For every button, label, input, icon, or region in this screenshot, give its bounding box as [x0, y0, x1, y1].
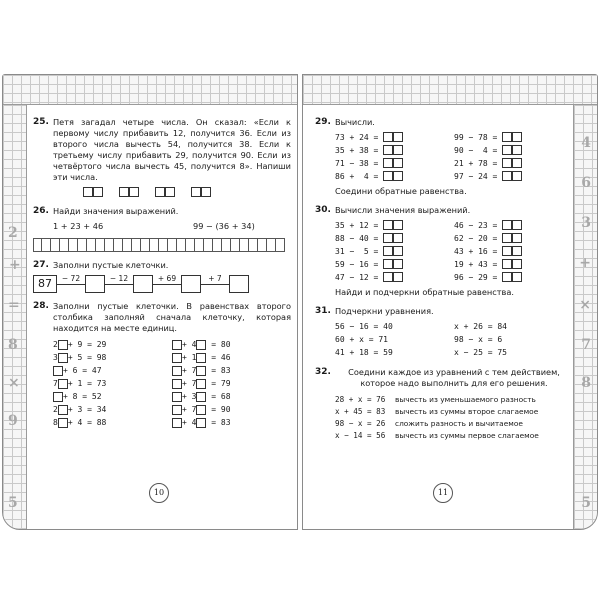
grid-cell[interactable]: [123, 238, 132, 252]
answer-box[interactable]: [512, 158, 522, 168]
grid-cell[interactable]: [222, 238, 231, 252]
right-page: [302, 74, 598, 530]
computation-row: [454, 157, 573, 170]
equation-row: [172, 364, 291, 377]
grid-cell[interactable]: [267, 238, 276, 252]
grid-cell[interactable]: [249, 238, 258, 252]
equation[interactable]: x + 45 = 83: [335, 406, 386, 416]
answer-box-pair[interactable]: [502, 132, 522, 143]
expression-1: 1 + 23 + 46: [53, 221, 104, 231]
grid-cell[interactable]: [105, 238, 114, 252]
task-text: Вычисли значения выражений.: [335, 205, 471, 215]
grid-cell[interactable]: [60, 238, 69, 252]
digit: 8: [53, 418, 58, 427]
answer-box[interactable]: [512, 259, 522, 269]
answer-box-pair[interactable]: [502, 259, 522, 270]
computation-row: [454, 170, 573, 183]
equation-mid: + 4: [182, 340, 197, 349]
answer-box[interactable]: [172, 340, 182, 350]
answer-box[interactable]: [393, 259, 403, 269]
answer-box-pair[interactable]: [502, 158, 522, 169]
grid-cell[interactable]: [204, 238, 213, 252]
task-text: Соедини каждое из уравнений с тем действием, которое надо выполнить для его решения.: [348, 367, 560, 388]
grid-cell[interactable]: [231, 238, 240, 252]
equation-row[interactable]: 41 + 18 = 59: [335, 348, 393, 357]
answer-box-pair[interactable]: [383, 220, 403, 231]
answer-box[interactable]: [393, 246, 403, 256]
chain-box[interactable]: [229, 275, 249, 293]
chain-arrow: + 69: [153, 275, 181, 293]
task-text: Найди значения выражений.: [53, 206, 179, 216]
equations-column-2: [172, 338, 291, 429]
answer-box[interactable]: [172, 353, 182, 363]
answer-box-pair[interactable]: [502, 171, 522, 182]
grid-cell[interactable]: [177, 238, 186, 252]
computation-row: [335, 232, 454, 245]
equation-columns: [335, 320, 573, 359]
computation-row: [454, 245, 573, 258]
answer-box[interactable]: [383, 233, 393, 243]
right-grid-margin: [573, 105, 597, 529]
answer-box[interactable]: [393, 220, 403, 230]
computation-row: [454, 271, 573, 284]
answer-box[interactable]: [393, 132, 403, 142]
answer-box[interactable]: [512, 246, 522, 256]
task-28: [33, 301, 291, 429]
margin-glyph: 3: [581, 215, 591, 231]
equation-row: [53, 351, 172, 364]
computation-row: [454, 219, 573, 232]
expression-2: 99 − (36 + 34): [193, 221, 255, 231]
expressions-row: [53, 221, 291, 232]
task-25: [33, 117, 291, 198]
answer-box[interactable]: [393, 171, 403, 181]
computation-columns: [335, 131, 573, 183]
computation-row: [454, 131, 573, 144]
grid-cell[interactable]: [240, 238, 249, 252]
page-number: 11: [433, 483, 453, 503]
right-page-content: [315, 117, 573, 449]
expression: 90 − 4 =: [454, 146, 498, 155]
equation-tail: = 83: [206, 418, 231, 427]
answer-box[interactable]: [196, 366, 206, 376]
answer-box[interactable]: [383, 171, 393, 181]
left-page-content: [33, 117, 291, 437]
left-page: [2, 74, 298, 530]
task-26: [33, 206, 291, 252]
computation-row: [335, 131, 454, 144]
equation-mid: + 3: [182, 392, 197, 401]
task-text: Заполни пустые клеточки.: [53, 260, 169, 270]
computation-row: [335, 144, 454, 157]
grid-cell[interactable]: [276, 238, 285, 252]
answer-box-pair[interactable]: [383, 259, 403, 270]
answer-boxes: [83, 187, 291, 198]
grid-cell[interactable]: [258, 238, 267, 252]
answer-box[interactable]: [196, 392, 206, 402]
grid-cell[interactable]: [159, 238, 168, 252]
operation-chain: [33, 275, 291, 293]
chain-box[interactable]: [133, 275, 153, 293]
equation-tail: = 68: [206, 392, 231, 401]
answer-box[interactable]: [502, 171, 512, 181]
answer-box[interactable]: [172, 366, 182, 376]
task-number: 31.: [315, 306, 331, 316]
answer-box[interactable]: [58, 418, 68, 428]
computation-column-2: [454, 131, 573, 183]
equation-tail: + 1 = 73: [67, 379, 107, 388]
answer-box[interactable]: [393, 233, 403, 243]
equation-tail: = 90: [206, 405, 231, 414]
task-31: [315, 306, 573, 359]
action-text[interactable]: сложить разность и вычитаемое: [395, 418, 523, 428]
answer-box[interactable]: [512, 145, 522, 155]
computation-row: [335, 157, 454, 170]
answer-box[interactable]: [172, 392, 182, 402]
action-text[interactable]: вычесть из уменьшаемого разность: [395, 394, 536, 404]
expression: 88 − 40 =: [335, 234, 379, 243]
answer-box-pair[interactable]: [191, 187, 211, 198]
task-footer: Найди и подчеркни обратные равенства.: [335, 287, 514, 297]
answer-box-pair[interactable]: [502, 233, 522, 244]
grid-cell[interactable]: [69, 238, 78, 252]
equation-action-row: [335, 417, 573, 429]
equation-action-row: [335, 405, 573, 417]
equation-row: [53, 403, 172, 416]
answer-box[interactable]: [196, 405, 206, 415]
grid-cell[interactable]: [114, 238, 123, 252]
expression: 96 − 29 =: [454, 273, 498, 282]
answer-box[interactable]: [58, 340, 68, 350]
expression: 35 + 12 =: [335, 221, 379, 230]
chain-start-value: 87: [33, 275, 57, 293]
equation-row: [172, 338, 291, 351]
equation[interactable]: x − 14 = 56: [335, 430, 386, 440]
equation-row[interactable]: x + 26 = 84: [454, 322, 507, 331]
expression: 31 − 5 =: [335, 247, 379, 256]
grid-cell[interactable]: [195, 238, 204, 252]
equation-row[interactable]: x − 25 = 75: [454, 348, 507, 357]
expression: 71 − 38 =: [335, 159, 379, 168]
equation-column-1: [335, 320, 454, 359]
answer-box[interactable]: [502, 233, 512, 243]
margin-glyph: 4: [581, 135, 591, 151]
answer-box[interactable]: [502, 220, 512, 230]
answer-box[interactable]: [502, 132, 512, 142]
computation-row: [335, 245, 454, 258]
answer-box[interactable]: [383, 158, 393, 168]
answer-box[interactable]: [196, 418, 206, 428]
answer-box[interactable]: [512, 220, 522, 230]
computation-row: [335, 219, 454, 232]
digit: 3: [53, 353, 58, 362]
expression: 59 − 16 =: [335, 260, 379, 269]
task-footer: Соедини обратные равенства.: [335, 186, 467, 196]
equation-row[interactable]: 98 − x = 6: [454, 335, 503, 344]
computation-row: [454, 258, 573, 271]
equation-action-table: [335, 393, 573, 441]
answer-box[interactable]: [502, 158, 512, 168]
answer-box-pair[interactable]: [383, 145, 403, 156]
answer-box-pair[interactable]: [83, 187, 103, 198]
equation-row: [53, 416, 172, 429]
top-grid-strip: [303, 75, 597, 105]
computation-row: [335, 170, 454, 183]
expression: 62 − 20 =: [454, 234, 498, 243]
task-29: [315, 117, 573, 197]
equation[interactable]: 28 + x = 76: [335, 394, 386, 404]
grid-cell[interactable]: [33, 238, 42, 252]
chain-arrow: − 72: [57, 275, 85, 293]
answer-box[interactable]: [172, 405, 182, 415]
margin-glyph: 7: [581, 337, 591, 353]
answer-box[interactable]: [502, 259, 512, 269]
equation-row: [53, 390, 172, 403]
computation-row: [335, 271, 454, 284]
top-grid-strip: [3, 75, 297, 105]
task-number: 32.: [315, 367, 331, 377]
grid-cell[interactable]: [87, 238, 96, 252]
digit: 7: [53, 379, 58, 388]
answer-box[interactable]: [196, 340, 206, 350]
grid-cell[interactable]: [78, 238, 87, 252]
chain-box[interactable]: [181, 275, 201, 293]
equation-tail: = 79: [206, 379, 231, 388]
page-number: 10: [149, 483, 169, 503]
answer-box[interactable]: [512, 272, 522, 282]
task-text: Вычисли.: [335, 117, 375, 127]
margin-glyph: ×: [579, 297, 591, 313]
equation-row[interactable]: 56 − 16 = 40: [335, 322, 393, 331]
equation-row: [53, 338, 172, 351]
margin-glyph: 9: [8, 413, 18, 429]
equations-columns: [53, 338, 291, 429]
answer-box[interactable]: [393, 145, 403, 155]
equation-column-2: [454, 320, 573, 359]
equation-row[interactable]: 60 + x = 71: [335, 335, 388, 344]
expression: 97 − 24 =: [454, 172, 498, 181]
equation-tail: + 9 = 29: [67, 340, 107, 349]
computation-row: [454, 232, 573, 245]
grid-cell[interactable]: [213, 238, 222, 252]
equation-row: [172, 351, 291, 364]
equation-mid: + 1: [182, 353, 197, 362]
margin-glyph: 5: [581, 495, 591, 511]
digit: 2: [53, 405, 58, 414]
answer-grid-strip[interactable]: [33, 238, 291, 252]
margin-glyph: +: [9, 257, 21, 273]
chain-box[interactable]: [85, 275, 105, 293]
margin-glyph: =: [8, 297, 20, 313]
task-number: 29.: [315, 117, 331, 127]
task-text: Подчеркни уравнения.: [335, 306, 434, 316]
answer-box-pair[interactable]: [383, 233, 403, 244]
task-number: 28.: [33, 301, 49, 311]
equation-tail: + 8 = 52: [63, 392, 102, 401]
equation-mid: + 7: [182, 366, 197, 375]
chain-arrow: − 12: [105, 275, 133, 293]
answer-box-pair[interactable]: [383, 246, 403, 257]
answer-box[interactable]: [512, 171, 522, 181]
grid-cell[interactable]: [141, 238, 150, 252]
equations-column-1: [53, 338, 172, 429]
answer-box[interactable]: [512, 132, 522, 142]
answer-box[interactable]: [58, 353, 68, 363]
grid-cell[interactable]: [51, 238, 60, 252]
equation-mid: + 7: [182, 379, 197, 388]
task-text: Заполни пустые клеточки. В равенствах второго столбика заполняй сначала клеточку, которая находится на месте единиц.: [53, 301, 291, 333]
equation-tail: + 3 = 34: [67, 405, 107, 414]
expression: 99 − 78 =: [454, 133, 498, 142]
task-27: [33, 260, 291, 293]
grid-cell[interactable]: [42, 238, 51, 252]
answer-box-pair[interactable]: [155, 187, 175, 198]
equation-tail: = 83: [206, 366, 231, 375]
answer-box-pair[interactable]: [119, 187, 139, 198]
expression: 19 + 43 =: [454, 260, 498, 269]
task-number: 26.: [33, 206, 49, 216]
margin-glyph: 5: [8, 495, 18, 511]
answer-box[interactable]: [393, 272, 403, 282]
equation-tail: + 4 = 88: [67, 418, 107, 427]
computation-row: [454, 144, 573, 157]
equation[interactable]: 98 − x = 26: [335, 418, 386, 428]
grid-cell[interactable]: [132, 238, 141, 252]
answer-box[interactable]: [383, 132, 393, 142]
task-number: 25.: [33, 117, 49, 127]
answer-box[interactable]: [502, 246, 512, 256]
computation-columns: [335, 219, 573, 284]
answer-box[interactable]: [172, 418, 182, 428]
equation-row: [172, 416, 291, 429]
answer-box[interactable]: [196, 353, 206, 363]
equation-row: [172, 403, 291, 416]
expression: 46 − 23 =: [454, 221, 498, 230]
expression: 21 + 78 =: [454, 159, 498, 168]
task-number: 27.: [33, 260, 49, 270]
answer-box[interactable]: [53, 392, 63, 402]
answer-box[interactable]: [383, 220, 393, 230]
equation-action-row: [335, 393, 573, 405]
answer-box[interactable]: [502, 272, 512, 282]
answer-box-pair[interactable]: [383, 171, 403, 182]
grid-cell[interactable]: [186, 238, 195, 252]
margin-glyph: 2: [8, 225, 18, 241]
chain-arrow: + 7: [201, 275, 229, 293]
equation-row: [53, 364, 172, 377]
equation-mid: + 7: [182, 405, 197, 414]
answer-box-pair[interactable]: [502, 246, 522, 257]
answer-box-pair[interactable]: [383, 158, 403, 169]
answer-box-pair[interactable]: [383, 132, 403, 143]
expression: 35 + 38 =: [335, 146, 379, 155]
grid-cell[interactable]: [168, 238, 177, 252]
computation-column-1: [335, 131, 454, 183]
equation-row: [53, 377, 172, 390]
action-text[interactable]: вычесть из суммы второе слагаемое: [395, 406, 539, 416]
expression: 73 + 24 =: [335, 133, 379, 142]
answer-box[interactable]: [383, 259, 393, 269]
computation-row: [335, 258, 454, 271]
grid-cell[interactable]: [150, 238, 159, 252]
action-text[interactable]: вычесть из суммы первое слагаемое: [395, 430, 539, 440]
expression: 43 + 16 =: [454, 247, 498, 256]
answer-box[interactable]: [512, 233, 522, 243]
task-32: [315, 367, 573, 441]
equation-row: [172, 390, 291, 403]
margin-glyph: +: [579, 255, 591, 271]
margin-glyph: 6: [581, 175, 591, 191]
answer-box-pair[interactable]: [502, 272, 522, 283]
computation-column-2: [454, 219, 573, 284]
left-grid-margin: [3, 105, 27, 529]
answer-box[interactable]: [502, 145, 512, 155]
expression: 86 + 4 =: [335, 172, 379, 181]
answer-box-pair[interactable]: [383, 272, 403, 283]
equation-tail: = 80: [206, 340, 231, 349]
answer-box[interactable]: [53, 366, 63, 376]
margin-glyph: 8: [8, 337, 18, 353]
digit: 2: [53, 340, 58, 349]
answer-box[interactable]: [383, 272, 393, 282]
answer-box[interactable]: [196, 379, 206, 389]
answer-box[interactable]: [383, 145, 393, 155]
task-30: [315, 205, 573, 298]
task-text: Петя загадал четыре числа. Он сказал: «Если к первому числу прибавить 12, получится 36. Если из второго числа вычесть 54, получится 38. Если к третьему числу прибавить 29, получится 90. Если из четвёртого числа вычесть 45, получится 8». Напиши эти числа.: [53, 117, 291, 182]
book-spread: [0, 74, 600, 530]
answer-box[interactable]: [58, 405, 68, 415]
expression: 47 − 12 =: [335, 273, 379, 282]
grid-cell[interactable]: [96, 238, 105, 252]
answer-box-pair[interactable]: [502, 145, 522, 156]
equation-row: [172, 377, 291, 390]
answer-box[interactable]: [172, 379, 182, 389]
answer-box[interactable]: [383, 246, 393, 256]
answer-box[interactable]: [58, 379, 68, 389]
equation-tail: = 46: [206, 353, 231, 362]
equation-mid: + 4: [182, 418, 197, 427]
margin-glyph: 8: [581, 375, 591, 391]
answer-box-pair[interactable]: [502, 220, 522, 231]
equation-tail: + 6 = 47: [63, 366, 102, 375]
equation-tail: + 5 = 98: [67, 353, 107, 362]
margin-glyph: ×: [8, 375, 20, 391]
answer-box[interactable]: [393, 158, 403, 168]
computation-column-1: [335, 219, 454, 284]
equation-action-row: [335, 429, 573, 441]
task-number: 30.: [315, 205, 331, 215]
